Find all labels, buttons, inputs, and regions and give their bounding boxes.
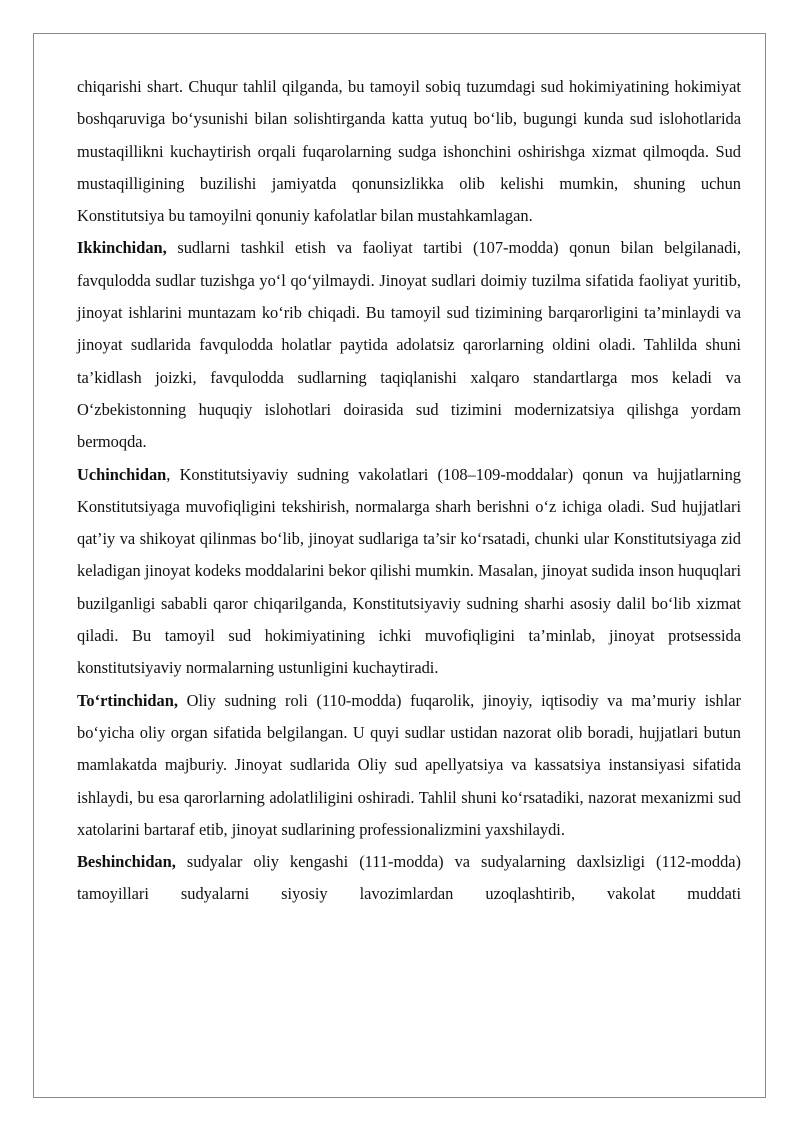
paragraph-continuation bbox=[77, 71, 741, 232]
paragraph-beshinchidan bbox=[77, 846, 741, 911]
paragraph-lead: Beshinchidan, bbox=[77, 852, 176, 872]
paragraph-text: sudlarni tashkil etish va faoliyat tartibi (107-modda) qonun bilan belgilanadi, favqulodda sudlar tuzishga yo‘l qo‘yilmaydi. Jinoyat sudlari doimiy tuzilma sifatida faoliyat yuritib, jinoyat ishlarini muntazam ko‘rib chiqadi. Bu tamoyil sud tizimining barqarorligini ta’minlaydi va jinoyat sudlarida favqulodda holatlar paytida adolatsiz qarorlarning oldini oladi. Tahlilda shuni ta’kidlash joizki, favqulodda sudlarning taqiqlanishi xalqaro standartlarga mos keladi va O‘zbekistonning huquqiy islohotlari doirasida sud tizimini modernizatsiya qilishga yordam bermoqda. bbox=[77, 238, 741, 452]
paragraph-text: chiqarishi shart. Chuqur tahlil qilganda, bu tamoyil sobiq tuzumdagi sud hokimiyatining hokimiyat boshqaruviga bo‘ysunishi bilan solishtirganda katta yutuq bo‘lib, bugungi kunda sud islohotlarida mustaqillikni kuchaytirish orqali fuqarolarning sudga ishonchini oshirishga xizmat qilmoqda. Sud mustaqilligining buzilishi jamiyatda qonunsizlikka olib kelishi mumkin, shuning uchun Konstitutsiya bu tamoyilni qonuniy kafolatlar bilan mustahkamlagan. bbox=[77, 77, 741, 226]
paragraph-lead: Uchinchidan bbox=[77, 464, 167, 484]
paragraph-ikkinchidan bbox=[77, 232, 741, 458]
paragraph-text: , Konstitutsiyaviy sudning vakolatlari (108–109-moddalar) qonun va hujjatlarning Konstitutsiyaga muvofiqligini tekshirish, normalarga sharh berishni o‘z ichiga oladi. Sud hujjatlari qat’iy va shikoyat qilinmas bo‘lib, jinoyat sudlariga ta’sir ko‘rsatadi, chunki ular Konstitutsiyaga zid keladigan jinoyat kodeks moddalarini bekor qilishi mumkin. Masalan, jinoyat sudida inson huquqlari buzilganligi sababli qaror chiqarilganda, Konstitutsiyaviy sudning sharhi asosiy dalil bo‘lib xizmat qiladi. Bu tamoyil sud hokimiyatining ichki muvofiqligini ta’minlab, jinoyat protsessida konstitutsiyaviy normalarning ustunligini kuchaytiradi. bbox=[77, 464, 741, 678]
paragraph-text: sudyalar oliy kengashi (111-modda) va sudyalarning daxlsizligi (112-modda) tamoyillari sudyalarni siyosiy lavozimlardan uzoqlashtirib, vakolat muddati bbox=[77, 852, 741, 904]
paragraph-tortinchidan bbox=[77, 685, 741, 846]
paragraph-lead: Ikkinchidan, bbox=[77, 238, 167, 258]
paragraph-uchinchidan bbox=[77, 459, 741, 685]
paragraph-lead: To‘rtinchidan, bbox=[77, 690, 178, 710]
document-body bbox=[77, 71, 741, 911]
paragraph-text: Oliy sudning roli (110-modda) fuqarolik, jinoyiy, iqtisodiy va ma’muriy ishlar bo‘yicha oliy organ sifatida belgilangan. U quyi sudlar ustidan nazorat olib boradi, hujjatlari butun mamlakatda majburiy. Jinoyat sudlarida Oliy sud apellyatsiya va kassatsiya instansiyasi sifatida ishlaydi, bu esa qarorlarning adolatliligini oshiradi. Tahlil shuni ko‘rsatadiki, nazorat mexanizmi sud xatolarini bartaraf etib, jinoyat sudlarining professionalizmini yaxshilaydi. bbox=[77, 690, 741, 839]
